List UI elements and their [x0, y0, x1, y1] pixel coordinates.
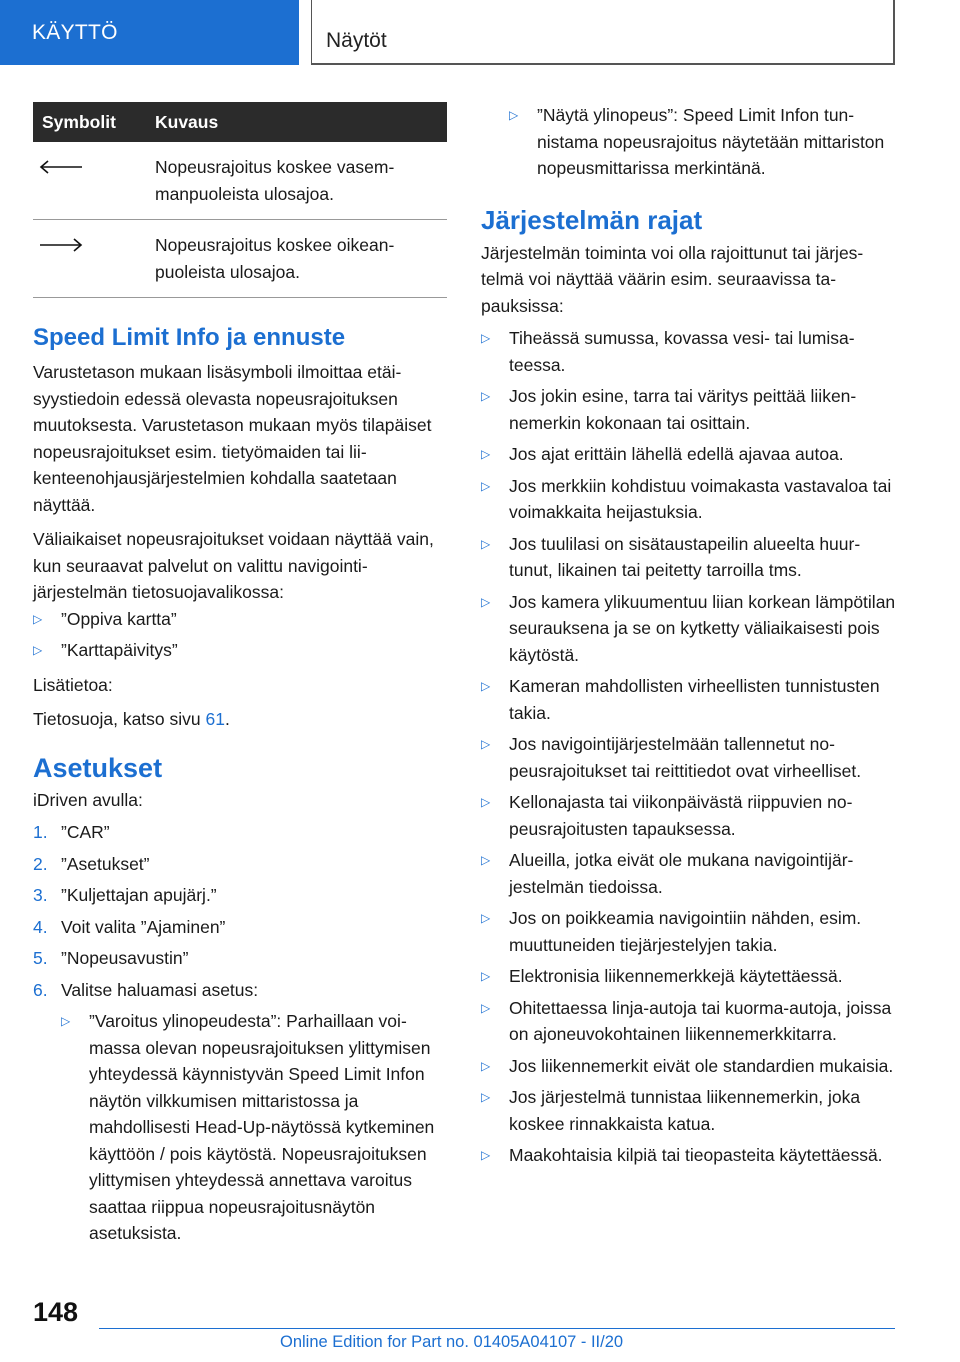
list-item [481, 789, 898, 842]
bullet-triangle-icon: ▷ [481, 1058, 491, 1073]
step-number: 2. [33, 853, 48, 874]
list-item [481, 995, 898, 1048]
bullet-triangle-icon: ▷ [481, 478, 491, 493]
step-item [33, 914, 447, 941]
list-item-text: Jos on poikkeamia navigointiin nähden, esim. muuttuneiden tiejärjestelyjen takia. [509, 908, 862, 955]
speed-limit-paragraph-2: Väliaikaiset nopeusrajoitukset voidaan näyttää vain, kun seuraavat palvelut on valittu navigointijärjestelmän tietosuojavalikossa: [33, 529, 434, 602]
step-text: Voit valita ”Ajaminen” [61, 916, 226, 937]
list-item [481, 325, 898, 378]
list-item-text: ”Karttapäivitys” [61, 640, 178, 660]
privacy-services-list [33, 606, 447, 664]
bullet-triangle-icon: ▷ [481, 331, 491, 345]
list-item [509, 102, 898, 182]
list-item [481, 589, 898, 669]
step-number: 6. [33, 979, 48, 1000]
list-item-text: Maakohtaisia kilpiä tai tieopasteita käytettäessä. [509, 1145, 883, 1165]
list-item [481, 963, 898, 990]
bullet-triangle-icon: ▷ [481, 911, 491, 925]
edition-footer: Online Edition for Part no. 01405A04107 - II/20 [280, 1333, 624, 1351]
bullet-triangle-icon: ▷ [61, 1014, 71, 1028]
reference-end: . [224, 709, 230, 729]
step-text: ”CAR” [61, 822, 110, 842]
step-item [33, 819, 447, 846]
list-item [33, 637, 447, 664]
list-item [481, 847, 898, 900]
footer-divider [99, 1328, 895, 1329]
step-number: 1. [33, 822, 48, 842]
list-item [33, 606, 447, 633]
list-item [481, 1084, 898, 1137]
bullet-triangle-icon: ▷ [481, 536, 491, 551]
bullet-triangle-icon: ▷ [481, 447, 491, 461]
list-item-text: Tiheässä sumussa, kovassa vesi- tai lumisateessa. [509, 328, 855, 375]
symbol-table-header [33, 102, 447, 142]
list-item-text: Elektronisia liikennemerkkejä käytettäessä. [509, 966, 843, 986]
step-item [33, 977, 447, 1247]
bullet-triangle-icon: ▷ [481, 1090, 491, 1104]
page-link[interactable]: 61 [205, 709, 225, 729]
bullet-triangle-icon: ▷ [481, 853, 491, 867]
bullet-triangle-icon: ▷ [33, 611, 43, 626]
left-column [33, 102, 447, 1247]
list-item-text: Ohitettaessa linja-autoja tai kuorma-autoja, joissa on ajoneuvokohtainen liikennemerkkitarra. [509, 997, 892, 1044]
section-tab: KÄYTTÖ [0, 0, 299, 65]
list-item [481, 473, 898, 526]
bullet-triangle-icon: ▷ [481, 969, 491, 983]
list-item-text: Kellonajasta tai viikonpäivästä riippuvien nopeusrajoitusten tapauksessa. [509, 792, 853, 839]
right-column [481, 102, 898, 1169]
step-item [33, 945, 447, 972]
list-item-text: Jos navigointijärjestelmään tallennetut nopeusrajoitukset tai reittitiedot ovat virheelliset. [509, 734, 862, 781]
list-item-text: Jos kamera ylikuumentuu liian korkean lämpötilan seurauksena ja se on kytketty väliaikaisesti pois käytöstä. [509, 591, 896, 665]
step-number: 4. [33, 916, 48, 937]
list-item-text: ”Näytä ylinopeus”: Speed Limit Infon tunnistama nopeusrajoitus näytetään mittariston nopeusmittarissa merkintänä. [537, 105, 885, 178]
arrow-right-icon [39, 236, 83, 254]
list-item [481, 383, 898, 436]
settings-steps [33, 819, 447, 1247]
table-cell-description: Nopeusrajoitus koskee oikeanpuoleista ulosajoa. [155, 220, 447, 298]
list-item-text: Jos ajat erittäin lähellä edellä ajavaa autoa. [509, 444, 844, 464]
table-cell-symbol [33, 142, 155, 220]
list-item-text: Alueilla, jotka eivät ole mukana navigointijärjestelmän tiedoissa. [509, 850, 854, 897]
list-item [481, 905, 898, 958]
speed-limit-paragraph-1: Varustetason mukaan lisäsymboli ilmoittaa etäisyystiedoin edessä olevasta nopeusrajoituksen muutoksesta. Varustetason mukaan myös tilapäiset nopeusrajoitukset esim. tietyömaiden tai liikenteenohjausjärjestelmien kohdalla saatetaan näyttää. [33, 362, 432, 515]
subsection-title: Näytöt [311, 0, 895, 65]
limits-heading: Järjestelmän rajat [481, 204, 703, 235]
step-text: Valitse haluamasi asetus: [61, 979, 259, 1000]
list-item [481, 531, 898, 584]
list-item-text: ”Varoitus ylinopeudesta”: Parhaillaan voimassa olevan nopeusrajoituksen ylittymisen yhteydessä käynnistyvän Speed Limit Infon näytön vilkkumisen mittaristossa ja mahdollisesti Head-Up-näytössä kytkeminen käyttöön / pois käytöstä. Nopeusrajoituksen ylittymisen yhteydessä annettava varoitus saattaa riippua nopeusrajoitusnäytön asetuksista. [89, 1011, 435, 1243]
list-item-text: Jos tuulilasi on sisätaustapeilin alueelta huurtunut, likainen tai peitetty tarroilla tms. [509, 533, 861, 580]
bullet-triangle-icon: ▷ [481, 795, 491, 809]
table-header-description: Kuvaus [155, 102, 447, 142]
bullet-triangle-icon: ▷ [481, 1148, 491, 1162]
limits-list [481, 325, 898, 1169]
bullet-triangle-icon: ▷ [481, 594, 491, 609]
list-item [481, 673, 898, 726]
privacy-reference [33, 706, 447, 733]
settings-intro: iDriven avulla: [33, 789, 143, 810]
limits-intro: Järjestelmän toiminta voi olla rajoittunut tai järjestelmä voi näyttää väärin esim. seuraavissa tapauksissa: [481, 242, 864, 316]
table-header-symbols: Symbolit [33, 102, 155, 142]
step-text: ”Kuljettajan apujärj.” [61, 885, 217, 905]
bullet-triangle-icon: ▷ [509, 108, 519, 122]
list-item-text: ”Oppiva kartta” [61, 608, 177, 629]
more-info-label: Lisätietoa: [33, 674, 113, 695]
list-item [481, 731, 898, 784]
list-item-text: Jos järjestelmä tunnistaa liikennemerkin, joka koskee rinnakkaista katua. [509, 1087, 861, 1134]
bullet-triangle-icon: ▷ [481, 389, 491, 403]
list-item-text: Jos merkkiin kohdistuu voimakasta vastavaloa tai voimakkaita heijastuksia. [509, 475, 892, 522]
list-item-text: Jos jokin esine, tarra tai väritys peittää liikennemerkin kokonaan tai osittain. [509, 386, 857, 433]
step-text: ”Asetukset” [61, 853, 150, 874]
setting-options-list [61, 1008, 447, 1247]
list-item [481, 1142, 898, 1169]
settings-heading: Asetukset [33, 752, 163, 783]
setting-options-list-continued [509, 102, 898, 182]
list-item [481, 441, 898, 468]
bullet-triangle-icon: ▷ [481, 737, 491, 751]
table-cell-symbol [33, 220, 155, 298]
bullet-triangle-icon: ▷ [33, 643, 43, 657]
symbol-table [33, 102, 447, 298]
step-item [33, 882, 447, 909]
step-text: ”Nopeusavustin” [61, 948, 189, 968]
step-item [33, 851, 447, 878]
speed-limit-heading: Speed Limit Info ja ennuste [33, 324, 346, 351]
arrow-left-icon [39, 158, 83, 176]
table-row [33, 220, 447, 298]
list-item [61, 1008, 447, 1247]
list-item-text: Kameran mahdollisten virheellisten tunnistusten takia. [509, 676, 880, 723]
step-number: 5. [33, 948, 48, 968]
page-number: 148 [33, 1297, 79, 1327]
bullet-triangle-icon: ▷ [481, 1000, 491, 1015]
bullet-triangle-icon: ▷ [481, 679, 491, 693]
list-item [481, 1053, 898, 1080]
list-item-text: Jos liikennemerkit eivät ole standardien mukaisia. [509, 1055, 894, 1076]
table-cell-description: Nopeusrajoitus koskee vasemmanpuoleista ulosajoa. [155, 142, 447, 220]
table-row [33, 142, 447, 220]
reference-text: Tietosuoja, katso sivu [33, 709, 201, 729]
step-number: 3. [33, 885, 48, 905]
